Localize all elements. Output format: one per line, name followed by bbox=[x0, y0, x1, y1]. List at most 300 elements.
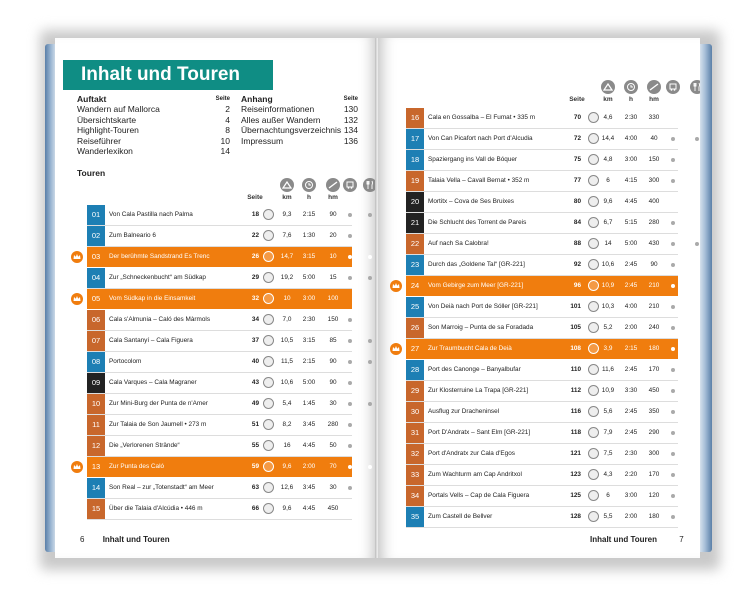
tour-row[interactable] bbox=[406, 192, 678, 213]
tour-number: 35 bbox=[406, 507, 424, 527]
bus-available-dot bbox=[348, 276, 352, 280]
tour-km: 5,5 bbox=[603, 513, 613, 520]
bus-available-dot bbox=[671, 389, 675, 393]
tour-elevation: 100 bbox=[327, 295, 339, 302]
tour-row[interactable] bbox=[406, 276, 678, 297]
tour-page: 108 bbox=[570, 345, 581, 352]
tour-number: 05 bbox=[87, 289, 105, 309]
tour-number: 14 bbox=[87, 478, 105, 498]
tour-number: 21 bbox=[406, 213, 424, 233]
tour-duration: 5:15 bbox=[624, 219, 638, 226]
tour-elevation: 40 bbox=[650, 135, 658, 142]
tour-number: 25 bbox=[406, 297, 424, 317]
toc-item-label: Highlight-Touren bbox=[77, 125, 139, 136]
tour-row[interactable] bbox=[87, 499, 352, 520]
difficulty-indicator-icon bbox=[263, 230, 274, 241]
tour-elevation: 450 bbox=[327, 505, 339, 512]
tour-km: 5,4 bbox=[282, 400, 292, 407]
tour-duration: 2:20 bbox=[624, 471, 638, 478]
bus-available-dot bbox=[348, 339, 352, 343]
tour-number: 34 bbox=[406, 486, 424, 506]
tour-name[interactable]: Cala s'Almunia – Caló des Màrmols bbox=[109, 316, 211, 323]
tour-elevation: 90 bbox=[650, 261, 658, 268]
highlight-crown-icon bbox=[71, 251, 83, 263]
tour-km: 4,6 bbox=[603, 114, 613, 121]
tour-name[interactable]: Von Deià nach Port de Sóller [GR-221] bbox=[428, 303, 538, 310]
tour-elevation: 170 bbox=[648, 471, 660, 478]
tour-elevation: 30 bbox=[329, 400, 337, 407]
tour-row[interactable] bbox=[406, 423, 678, 444]
tour-duration: 2:45 bbox=[624, 429, 638, 436]
tour-name[interactable]: Von Cala Pastilla nach Palma bbox=[109, 211, 193, 218]
tour-number: 16 bbox=[406, 108, 424, 128]
tour-name[interactable]: Der berühmte Sandstrand Es Trenc bbox=[109, 253, 210, 260]
tour-km: 5,2 bbox=[603, 324, 613, 331]
tour-duration: 2:45 bbox=[624, 408, 638, 415]
bus-available-dot bbox=[671, 368, 675, 372]
tour-page: 49 bbox=[251, 400, 259, 407]
toc-page-label: Seite bbox=[343, 96, 358, 102]
tour-number: 22 bbox=[406, 234, 424, 254]
column-label-hm: hm bbox=[328, 194, 338, 201]
toc-item-label: Wandern auf Mallorca bbox=[77, 104, 160, 115]
tour-page: 96 bbox=[573, 282, 581, 289]
difficulty-indicator-icon bbox=[263, 377, 274, 388]
tour-name[interactable]: Vom Südkap in die Einsamkeit bbox=[109, 295, 196, 302]
tour-number: 11 bbox=[87, 415, 105, 435]
tour-km: 9,6 bbox=[282, 505, 292, 512]
clock-icon bbox=[624, 80, 638, 94]
tour-km: 6 bbox=[606, 492, 610, 499]
bus-available-dot bbox=[671, 158, 675, 162]
tour-number: 30 bbox=[406, 402, 424, 422]
toc-item-label: Impressum bbox=[241, 135, 284, 146]
bus-icon bbox=[666, 80, 680, 94]
left-page bbox=[55, 38, 377, 558]
toc-item-label: Reiseinformationen bbox=[241, 104, 315, 115]
tour-row[interactable] bbox=[87, 436, 352, 457]
tour-duration: 3:45 bbox=[302, 484, 316, 491]
tour-name[interactable]: Ausflug zur Dracheninsel bbox=[428, 408, 500, 415]
tour-row[interactable] bbox=[406, 360, 678, 381]
bus-icon bbox=[343, 178, 357, 192]
tour-page: 118 bbox=[570, 429, 581, 436]
column-label-km: km bbox=[282, 194, 292, 201]
tour-km: 5,6 bbox=[603, 408, 613, 415]
tour-km: 10,5 bbox=[280, 337, 294, 344]
tour-elevation: 240 bbox=[648, 324, 660, 331]
tour-elevation: 90 bbox=[329, 211, 337, 218]
tour-duration: 5:00 bbox=[624, 240, 638, 247]
tour-name[interactable]: Cala en Gossalba – El Fumat • 335 m bbox=[428, 114, 536, 121]
tour-duration: 3:45 bbox=[302, 421, 316, 428]
tour-elevation: 15 bbox=[329, 274, 337, 281]
tour-duration: 2:15 bbox=[302, 358, 316, 365]
tour-elevation: 210 bbox=[648, 303, 660, 310]
difficulty-icon bbox=[280, 178, 294, 192]
tour-duration: 3:00 bbox=[624, 156, 638, 163]
tour-number: 01 bbox=[87, 205, 105, 225]
tour-row[interactable] bbox=[406, 213, 678, 234]
tour-elevation: 180 bbox=[648, 513, 660, 520]
tour-row[interactable] bbox=[87, 205, 352, 226]
tour-row[interactable] bbox=[406, 339, 678, 360]
tour-page: 32 bbox=[251, 295, 259, 302]
toc-item bbox=[77, 125, 230, 135]
tour-elevation: 90 bbox=[329, 358, 337, 365]
tour-row[interactable] bbox=[406, 297, 678, 318]
bus-available-dot bbox=[671, 242, 675, 246]
tour-elevation: 30 bbox=[329, 484, 337, 491]
tour-row[interactable] bbox=[87, 394, 352, 415]
tour-row[interactable] bbox=[406, 150, 678, 171]
difficulty-indicator-icon bbox=[263, 335, 274, 346]
tour-elevation: 150 bbox=[327, 316, 339, 323]
tour-row[interactable] bbox=[406, 381, 678, 402]
footer bbox=[590, 535, 684, 544]
tour-duration: 2:45 bbox=[624, 261, 638, 268]
food-available-dot bbox=[695, 137, 699, 141]
tour-duration: 3:30 bbox=[624, 387, 638, 394]
difficulty-indicator-icon bbox=[263, 314, 274, 325]
tour-name[interactable]: Zur Klosterruine La Trapa [GR-221] bbox=[428, 387, 529, 394]
toc-item-page: 10 bbox=[220, 135, 230, 146]
tour-number: 02 bbox=[87, 226, 105, 246]
tour-row[interactable] bbox=[406, 108, 678, 129]
tour-number: 19 bbox=[406, 171, 424, 191]
clock-icon bbox=[302, 178, 316, 192]
toc-item-page: 134 bbox=[343, 125, 358, 136]
tour-duration: 2:30 bbox=[624, 450, 638, 457]
tour-number: 12 bbox=[87, 436, 105, 456]
tour-page: 84 bbox=[573, 219, 581, 226]
tour-row[interactable] bbox=[406, 255, 678, 276]
toc-item-page: 132 bbox=[343, 114, 358, 125]
tour-name[interactable]: Son Real – zur „Totenstadt“ am Meer bbox=[109, 484, 214, 491]
toc-item bbox=[241, 125, 358, 135]
tour-name[interactable]: Zur Mini-Burg der Punta de n'Amer bbox=[109, 400, 208, 407]
tour-elevation: 85 bbox=[329, 337, 337, 344]
tour-number: 24 bbox=[406, 276, 424, 296]
toc-item bbox=[241, 115, 358, 125]
tour-page: 110 bbox=[570, 366, 581, 373]
tour-name[interactable]: Die „Verlorenen Strände“ bbox=[109, 442, 180, 449]
touren-heading: Touren bbox=[77, 168, 106, 178]
tour-elevation: 450 bbox=[648, 387, 660, 394]
tour-row[interactable] bbox=[87, 373, 352, 394]
tour-km: 7,5 bbox=[603, 450, 613, 457]
tour-km: 10,9 bbox=[601, 387, 615, 394]
highlight-crown-icon bbox=[390, 343, 402, 355]
tour-duration: 2:00 bbox=[624, 513, 638, 520]
tour-number: 29 bbox=[406, 381, 424, 401]
tour-duration: 2:15 bbox=[302, 211, 316, 218]
tour-page: 66 bbox=[251, 505, 259, 512]
column-label-hm: hm bbox=[649, 96, 659, 103]
tour-duration: 2:00 bbox=[624, 324, 638, 331]
tour-elevation: 400 bbox=[648, 198, 660, 205]
tour-name[interactable]: Zum Wachturm am Cap Andritxol bbox=[428, 471, 522, 478]
book-edge-right bbox=[698, 44, 712, 552]
tour-number: 08 bbox=[87, 352, 105, 372]
tour-duration: 4:15 bbox=[624, 177, 638, 184]
tour-name[interactable]: Zum Balneario 6 bbox=[109, 232, 156, 239]
tour-km: 14,7 bbox=[280, 253, 294, 260]
tour-row[interactable] bbox=[406, 402, 678, 423]
tour-page: 43 bbox=[251, 379, 259, 386]
tour-row[interactable] bbox=[406, 318, 678, 339]
tour-name[interactable]: Zur Traumbucht Cala de Deià bbox=[428, 345, 512, 352]
tour-page: 128 bbox=[570, 513, 581, 520]
bus-available-dot bbox=[671, 410, 675, 414]
toc-header: Auftakt bbox=[77, 94, 107, 104]
tour-elevation: 170 bbox=[648, 366, 660, 373]
tour-number: 13 bbox=[87, 457, 105, 477]
tour-name[interactable]: Von Can Picafort nach Port d'Alcudia bbox=[428, 135, 533, 142]
tour-name[interactable]: Die Schlucht des Torrent de Pareis bbox=[428, 219, 527, 226]
tour-row[interactable] bbox=[406, 129, 678, 150]
tour-page: 116 bbox=[570, 408, 581, 415]
toc-header: Anhang bbox=[241, 94, 273, 104]
toc-page-label: Seite bbox=[215, 96, 230, 102]
tour-page: 72 bbox=[573, 135, 581, 142]
tour-row[interactable] bbox=[87, 415, 352, 436]
tour-elevation: 150 bbox=[648, 156, 660, 163]
bus-available-dot bbox=[671, 494, 675, 498]
tour-km: 14,4 bbox=[601, 135, 615, 142]
tour-page: 22 bbox=[251, 232, 259, 239]
tour-km: 14 bbox=[604, 240, 612, 247]
tour-page: 121 bbox=[570, 450, 581, 457]
tour-page: 77 bbox=[573, 177, 581, 184]
tour-km: 10,6 bbox=[601, 261, 615, 268]
tour-row[interactable] bbox=[87, 289, 352, 310]
tour-km: 7,6 bbox=[282, 232, 292, 239]
tour-km: 11,6 bbox=[602, 366, 614, 373]
column-label-h: h bbox=[307, 194, 311, 201]
page-title: Inhalt und Touren bbox=[63, 60, 273, 90]
toc-item bbox=[77, 115, 230, 125]
difficulty-indicator-icon bbox=[263, 356, 274, 367]
tour-km: 16 bbox=[283, 442, 291, 449]
tour-row[interactable] bbox=[406, 444, 678, 465]
food-available-dot bbox=[368, 276, 372, 280]
tour-row[interactable] bbox=[406, 486, 678, 507]
tour-page: 18 bbox=[251, 211, 259, 218]
tour-number: 28 bbox=[406, 360, 424, 380]
tour-number: 04 bbox=[87, 268, 105, 288]
tour-elevation: 50 bbox=[329, 442, 337, 449]
tour-name[interactable]: Cala Varques – Cala Magraner bbox=[109, 379, 197, 386]
toc-item-page: 14 bbox=[220, 146, 230, 157]
footer-title: Inhalt und Touren bbox=[590, 535, 657, 544]
tour-page: 63 bbox=[251, 484, 259, 491]
tour-name[interactable]: Vom Gebirge zum Meer [GR-221] bbox=[428, 282, 524, 289]
tour-name[interactable]: Portocolom bbox=[109, 358, 142, 365]
tour-number: 10 bbox=[87, 394, 105, 414]
tour-row[interactable] bbox=[87, 310, 352, 331]
highlight-crown-icon bbox=[390, 280, 402, 292]
tour-name[interactable]: Über die Talaia d'Alcúdia • 446 m bbox=[109, 505, 203, 512]
tour-duration: 2:30 bbox=[302, 316, 316, 323]
toc-item-page: 130 bbox=[343, 104, 358, 115]
bus-available-dot bbox=[671, 284, 675, 288]
elevation-icon bbox=[647, 80, 661, 94]
tour-row[interactable] bbox=[87, 331, 352, 352]
tour-km: 3,9 bbox=[603, 345, 613, 352]
tour-row[interactable] bbox=[406, 465, 678, 486]
bus-available-dot bbox=[671, 179, 675, 183]
toc-auftakt bbox=[77, 94, 230, 156]
tour-km: 10,3 bbox=[601, 303, 615, 310]
tour-number: 06 bbox=[87, 310, 105, 330]
tour-km: 19,2 bbox=[280, 274, 294, 281]
tour-elevation: 300 bbox=[648, 177, 660, 184]
difficulty-indicator-icon bbox=[263, 398, 274, 409]
page-number: 7 bbox=[679, 535, 684, 544]
tour-duration: 1:30 bbox=[302, 232, 316, 239]
footer-title: Inhalt und Touren bbox=[102, 535, 170, 544]
tour-name[interactable]: Auf nach Sa Calobra! bbox=[428, 240, 489, 247]
difficulty-indicator-icon bbox=[263, 419, 274, 430]
tour-number: 27 bbox=[406, 339, 424, 359]
tour-duration: 2:15 bbox=[624, 345, 638, 352]
tour-name[interactable]: Zur „Schneckenbucht“ am Südkap bbox=[109, 274, 206, 281]
food-available-dot bbox=[368, 255, 372, 259]
bus-available-dot bbox=[348, 234, 352, 238]
tour-page: 29 bbox=[251, 274, 259, 281]
tour-row[interactable] bbox=[406, 171, 678, 192]
food-available-dot bbox=[695, 242, 699, 246]
tour-name[interactable]: Portals Vells – Cap de Cala Figuera bbox=[428, 492, 530, 499]
tour-page: 92 bbox=[573, 261, 581, 268]
tour-name[interactable]: Port D'Andratx – Sant Elm [GR-221] bbox=[428, 429, 531, 436]
food-available-dot bbox=[368, 360, 372, 364]
tour-page: 37 bbox=[251, 337, 259, 344]
tour-elevation: 10 bbox=[329, 253, 337, 260]
difficulty-indicator-icon bbox=[263, 209, 274, 220]
tour-name[interactable]: Talaia Vella – Cavall Bernat • 352 m bbox=[428, 177, 530, 184]
toc-item-label: Alles außer Wandern bbox=[241, 114, 321, 125]
tour-duration: 3:15 bbox=[302, 337, 316, 344]
tour-number: 09 bbox=[87, 373, 105, 393]
bus-available-dot bbox=[671, 305, 675, 309]
tour-page: 105 bbox=[570, 324, 581, 331]
tour-elevation: 210 bbox=[648, 282, 660, 289]
tour-duration: 4:45 bbox=[624, 198, 638, 205]
tour-km: 10 bbox=[283, 295, 291, 302]
difficulty-indicator-icon bbox=[263, 272, 274, 283]
tour-km: 9,6 bbox=[603, 198, 613, 205]
toc-item bbox=[77, 146, 230, 156]
toc-item-page: 4 bbox=[225, 114, 230, 125]
tour-elevation: 280 bbox=[327, 421, 339, 428]
tour-page: 80 bbox=[573, 198, 581, 205]
tour-name[interactable]: Durch das „Goldene Tal“ [GR-221] bbox=[428, 261, 525, 268]
bus-available-dot bbox=[348, 381, 352, 385]
tour-page: 55 bbox=[251, 442, 259, 449]
difficulty-indicator-icon bbox=[263, 482, 274, 493]
tour-duration: 5:00 bbox=[302, 274, 316, 281]
tour-name[interactable]: Zum Castell de Bellver bbox=[428, 513, 493, 520]
tour-page: 123 bbox=[570, 471, 581, 478]
difficulty-indicator-icon bbox=[263, 461, 274, 472]
tour-km: 7,0 bbox=[282, 316, 292, 323]
tour-km: 10,9 bbox=[601, 282, 615, 289]
tour-row[interactable] bbox=[87, 226, 352, 247]
tour-name[interactable]: Spaziergang ins Vall de Bóquer bbox=[428, 156, 518, 163]
tour-duration: 4:00 bbox=[624, 303, 638, 310]
tour-km: 4,8 bbox=[603, 156, 613, 163]
bus-available-dot bbox=[671, 221, 675, 225]
tour-name[interactable]: Son Marroig – Punta de sa Foradada bbox=[428, 324, 534, 331]
tour-row[interactable] bbox=[87, 478, 352, 499]
toc-item-page: 2 bbox=[225, 104, 230, 115]
tour-name[interactable]: Mortitx – Cova de Ses Bruixes bbox=[428, 198, 514, 205]
tour-row[interactable] bbox=[87, 268, 352, 289]
bus-available-dot bbox=[671, 263, 675, 267]
tour-duration: 3:00 bbox=[302, 295, 316, 302]
tour-km: 8,2 bbox=[282, 421, 292, 428]
tour-name[interactable]: Zur Talaia de Son Jaumell • 273 m bbox=[109, 421, 207, 428]
tour-elevation: 350 bbox=[648, 408, 660, 415]
food-available-dot bbox=[695, 347, 699, 351]
tour-name[interactable]: Zur Punta des Caló bbox=[109, 463, 165, 470]
tour-name[interactable]: Port des Canonge – Banyalbufar bbox=[428, 366, 521, 373]
tour-row[interactable] bbox=[87, 457, 352, 478]
tour-number: 20 bbox=[406, 192, 424, 212]
tour-km: 9,6 bbox=[282, 463, 292, 470]
tour-elevation: 120 bbox=[648, 492, 660, 499]
difficulty-icon bbox=[601, 80, 615, 94]
difficulty-indicator-icon bbox=[263, 251, 274, 262]
tour-name[interactable]: Port d'Andratx zur Cala d'Egos bbox=[428, 450, 515, 457]
tour-elevation: 430 bbox=[648, 240, 660, 247]
tour-km: 6 bbox=[606, 177, 610, 184]
tour-page: 75 bbox=[573, 156, 581, 163]
tour-row[interactable] bbox=[406, 507, 678, 528]
toc-item-page: 8 bbox=[225, 125, 230, 136]
tour-elevation: 290 bbox=[648, 429, 660, 436]
tour-elevation: 180 bbox=[648, 345, 660, 352]
tour-duration: 5:00 bbox=[302, 379, 316, 386]
bus-available-dot bbox=[348, 402, 352, 406]
bus-available-dot bbox=[348, 465, 352, 469]
bus-available-dot bbox=[348, 213, 352, 217]
tour-page: 26 bbox=[251, 253, 259, 260]
food-available-dot bbox=[368, 465, 372, 469]
tour-row[interactable] bbox=[406, 234, 678, 255]
tour-duration: 2:45 bbox=[624, 282, 638, 289]
tour-page: 40 bbox=[251, 358, 259, 365]
tour-name[interactable]: Cala Santanyí – Cala Figuera bbox=[109, 337, 193, 344]
tour-number: 07 bbox=[87, 331, 105, 351]
tour-elevation: 90 bbox=[329, 379, 337, 386]
toc-anhang bbox=[241, 94, 358, 146]
toc-item-label: Wanderlexikon bbox=[77, 146, 133, 157]
tour-number: 26 bbox=[406, 318, 424, 338]
bus-available-dot bbox=[671, 515, 675, 519]
tour-row[interactable] bbox=[87, 247, 352, 268]
tour-page: 125 bbox=[570, 492, 581, 499]
tour-duration: 4:45 bbox=[302, 505, 316, 512]
tour-page: 88 bbox=[573, 240, 581, 247]
tour-km: 10,6 bbox=[280, 379, 294, 386]
bus-available-dot bbox=[348, 423, 352, 427]
tour-row[interactable] bbox=[87, 352, 352, 373]
column-label-seite: Seite bbox=[247, 194, 263, 201]
bus-available-dot bbox=[348, 318, 352, 322]
